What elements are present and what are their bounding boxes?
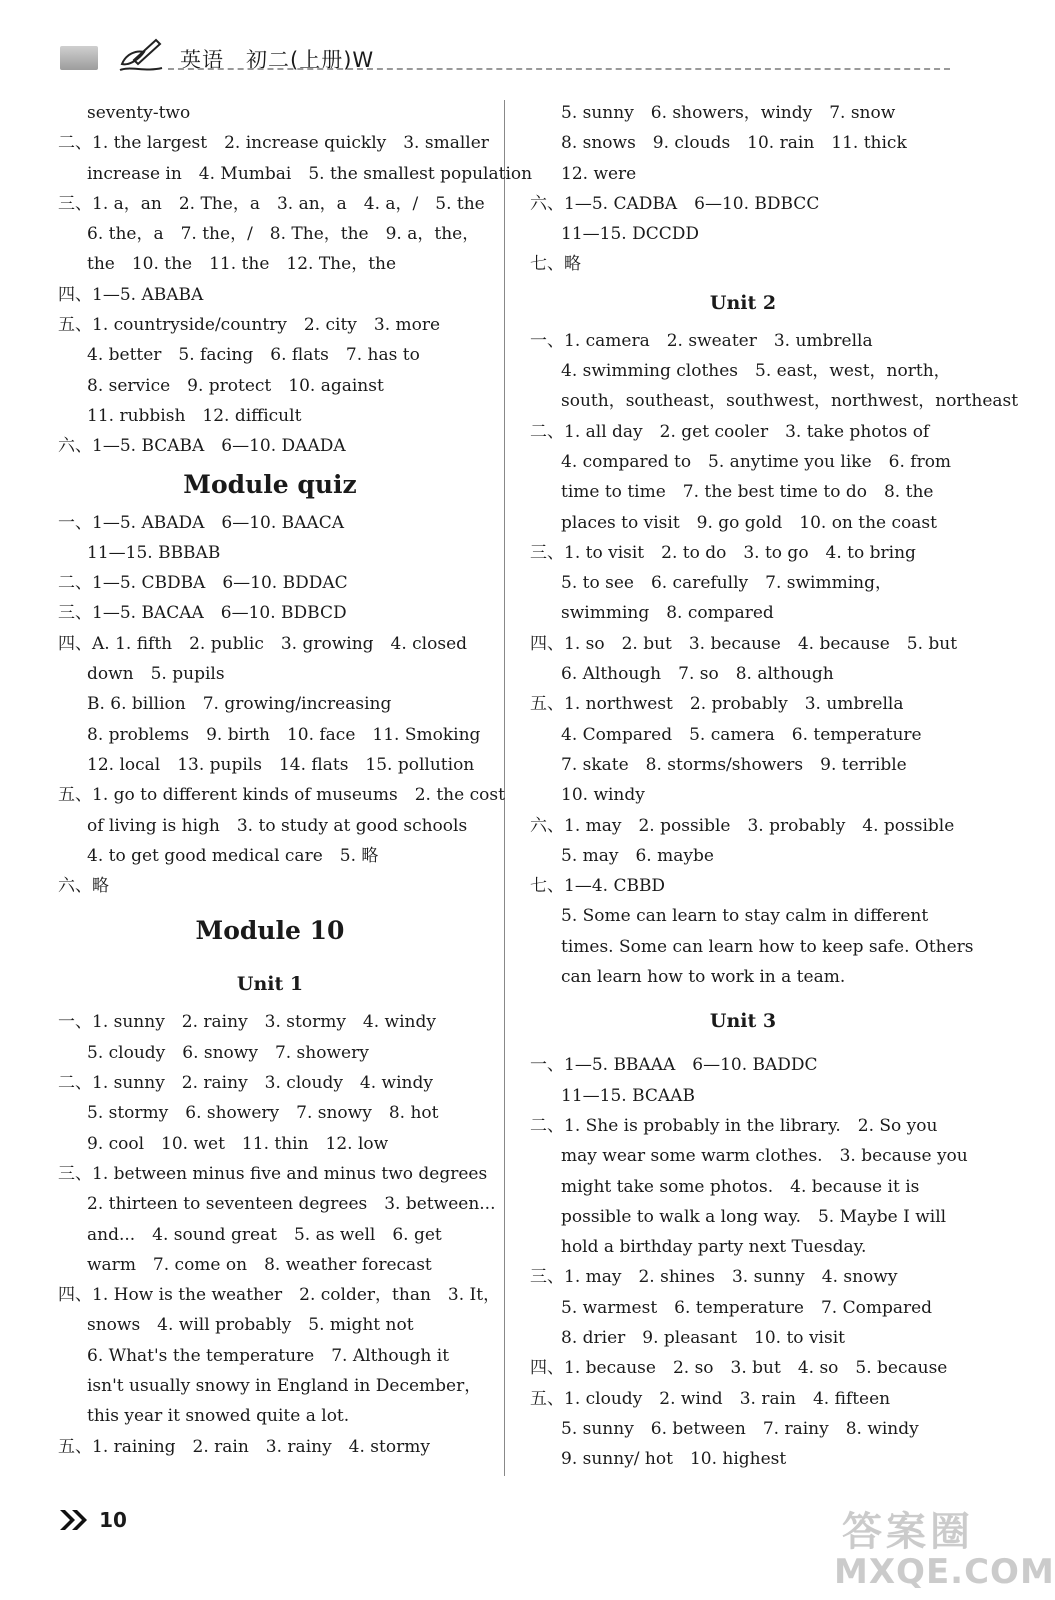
pen-writing-icon (116, 36, 166, 76)
answer-line: 8. problems 9. birth 10. face 11. Smoking (87, 724, 481, 745)
answer-line: 11—15. BCAAB (561, 1085, 695, 1106)
answer-line: 一、1—5. BBAAA 6—10. BADDC (530, 1055, 818, 1076)
answer-line: 8. drier 9. pleasant 10. to visit (561, 1327, 845, 1348)
page-number: 10 (99, 1508, 127, 1532)
answer-line: 5. sunny 6. between 7. rainy 8. windy (561, 1418, 919, 1439)
answer-line: 五、1. cloudy 2. wind 3. rain 4. fifteen (530, 1388, 891, 1409)
answer-line: 一、1—5. ABADA 6—10. BAACA (58, 512, 344, 533)
answer-line: 5. may 6. maybe (561, 845, 714, 866)
answer-line: 11—15. BBBAB (87, 542, 221, 563)
answer-line: 6. What's the temperature 7. Although it (87, 1345, 450, 1366)
header-dashed-rule (168, 68, 950, 70)
answer-line: 4. swimming clothes 5. east，west，north， (561, 361, 951, 382)
answer-line: warm 7. come on 8. weather forecast (87, 1254, 432, 1275)
answer-line: swimming 8. compared (561, 603, 774, 624)
answer-line: can learn how to work in a team. (561, 967, 846, 988)
answer-line: 4. better 5. facing 6. flats 7. has to (87, 345, 420, 366)
section-heading-unit-3: Unit 3 (709, 1010, 777, 1033)
answer-line: 三、1—5. BACAA 6—10. BDBCD (58, 603, 347, 624)
answer-line: 5. Some can learn to stay calm in different (561, 906, 929, 927)
answer-line: 5. sunny 6. showers，windy 7. snow (561, 103, 896, 123)
answer-line: 9. cool 10. wet 11. thin 12. low (87, 1133, 389, 1154)
answer-line: places to visit 9. go gold 10. on the coast (561, 512, 937, 533)
answer-line: 三、1. a，an 2. The，a 3. an，a 4. a，/ 5. the (58, 193, 485, 214)
answer-line: 五、1. raining 2. rain 3. rainy 4. stormy (58, 1436, 430, 1457)
answer-line: 二、1. She is probably in the library. 2. So you (530, 1115, 938, 1136)
answer-line: 四、1. How is the weather 2. colder，than 3. It， (58, 1285, 501, 1306)
answer-line: of living is high 3. to study at good schools (87, 815, 468, 836)
answer-line: might take some photos. 4. because it is (561, 1176, 920, 1197)
answer-line: 一、1. camera 2. sweater 3. umbrella (530, 330, 873, 351)
answer-line: 4. compared to 5. anytime you like 6. from (561, 451, 952, 472)
answer-line: 5. warmest 6. temperature 7. Compared (561, 1297, 933, 1318)
watermark-logo-text: 答案圈 (842, 1509, 974, 1555)
answer-line: 六、1—5. CADBA 6—10. BDBCC (530, 193, 820, 214)
header-tab-decoration (60, 46, 98, 70)
answer-line: 5. to see 6. carefully 7. swimming， (561, 573, 892, 594)
answer-line: 6. the，a 7. the，/ 8. The，the 9. a，the， (87, 224, 480, 245)
answer-line: snows 4. will probably 5. might not (87, 1315, 414, 1336)
answer-line: 四、1. because 2. so 3. but 4. so 5. because (530, 1358, 948, 1379)
left-column (58, 98, 533, 1462)
answer-line: 二、1—5. CBDBA 6—10. BDDAC (58, 573, 348, 594)
answer-line: times. Some can learn how to keep safe. Others (561, 936, 974, 957)
section-heading-unit-1: Unit 1 (236, 973, 304, 996)
section-heading-module-10: Module 10 (195, 916, 345, 946)
answer-line: 5. cloudy 6. snowy 7. showery (87, 1042, 369, 1063)
answer-line: 七、1—4. CBBD (530, 876, 666, 897)
answer-line: this year it snowed quite a lot. (87, 1406, 350, 1427)
answer-line: the 10. the 11. the 12. The，the (87, 254, 397, 275)
watermark-url: MXQE.COM (834, 1552, 1055, 1592)
answer-line: may wear some warm clothes. 3. because you (561, 1146, 968, 1167)
answer-line: 4. Compared 5. camera 6. temperature (561, 724, 922, 745)
answer-line: 一、1. sunny 2. rainy 3. stormy 4. windy (58, 1012, 436, 1033)
answer-line: and... 4. sound great 5. as well 6. get (87, 1224, 442, 1245)
answer-line: 三、1. to visit 2. to do 3. to go 4. to bring (530, 542, 916, 563)
answer-line: 二、1. all day 2. get cooler 3. take photos of (530, 421, 930, 442)
answer-line: 三、1. between minus five and minus two degrees (58, 1163, 488, 1184)
answer-line: 五、1. northwest 2. probably 3. umbrella (530, 694, 904, 715)
answer-line: 4. to get good medical care 5. 略 (87, 845, 379, 866)
answer-line: 四、A. 1. fifth 2. public 3. growing 4. closed (58, 633, 468, 654)
answer-line: 7. skate 8. storms/showers 9. terrible (561, 754, 907, 775)
answer-line: down 5. pupils (87, 664, 225, 685)
answer-line: 七、略 (530, 254, 581, 275)
answer-line: 11. rubbish 12. difficult (87, 405, 302, 426)
answer-line: 8. service 9. protect 10. against (87, 375, 384, 396)
double-chevron-right-icon (58, 1508, 90, 1532)
answer-line: 四、1—5. ABABA (58, 284, 204, 305)
answer-line: 二、1. sunny 2. rainy 3. cloudy 4. windy (58, 1073, 433, 1094)
answer-line: 六、略 (58, 876, 109, 897)
answer-line: isn't usually snowy in England in December， (87, 1375, 482, 1396)
answer-line: 9. sunny/ hot 10. highest (561, 1449, 787, 1470)
answer-line: increase in 4. Mumbai 5. the smallest population (87, 163, 533, 184)
answer-line: 8. snows 9. clouds 10. rain 11. thick (561, 133, 907, 154)
answer-line: 12. were (561, 163, 637, 184)
answer-line: 二、1. the largest 2. increase quickly 3. smaller (58, 133, 489, 154)
answer-line: 11—15. DCCDD (561, 224, 699, 245)
answer-line: 12. local 13. pupils 14. flats 15. pollution (87, 754, 475, 775)
answer-line: hold a birthday party next Tuesday. (561, 1237, 867, 1258)
answer-line: 五、1. countryside/country 2. city 3. more (58, 315, 441, 336)
answer-line: 六、1. may 2. possible 3. probably 4. possible (530, 815, 955, 836)
answer-line: 六、1—5. BCABA 6—10. DAADA (58, 436, 346, 457)
section-heading-module-quiz: Module quiz (183, 469, 357, 499)
answer-line: 10. windy (561, 785, 645, 806)
page-footer (58, 1508, 127, 1538)
answer-line: 6. Although 7. so 8. although (561, 664, 834, 685)
answer-line: B. 6. billion 7. growing/increasing (87, 694, 392, 715)
answer-line: south，southeast，southwest，northwest，northeast (561, 391, 1019, 412)
watermark (834, 1500, 1055, 1596)
answer-line: 五、1. go to different kinds of museums 2. the cost (58, 785, 505, 806)
answer-line: 四、1. so 2. but 3. because 4. because 5. but (530, 633, 958, 654)
answer-line: 5. stormy 6. showery 7. snowy 8. hot (87, 1103, 439, 1124)
answer-line: 2. thirteen to seventeen degrees 3. between... (87, 1194, 496, 1215)
answer-line: possible to walk a long way. 5. Maybe I will (561, 1206, 947, 1227)
section-heading-unit-2: Unit 2 (709, 291, 777, 314)
answer-line: seventy-two (87, 103, 191, 123)
page-header (58, 36, 950, 80)
answer-line: 三、1. may 2. shines 3. sunny 4. snowy (530, 1267, 898, 1288)
header-title: 英语 初二(上册)W (180, 48, 375, 72)
answer-line: time to time 7. the best time to do 8. the (561, 482, 934, 503)
right-column (530, 98, 1019, 1474)
